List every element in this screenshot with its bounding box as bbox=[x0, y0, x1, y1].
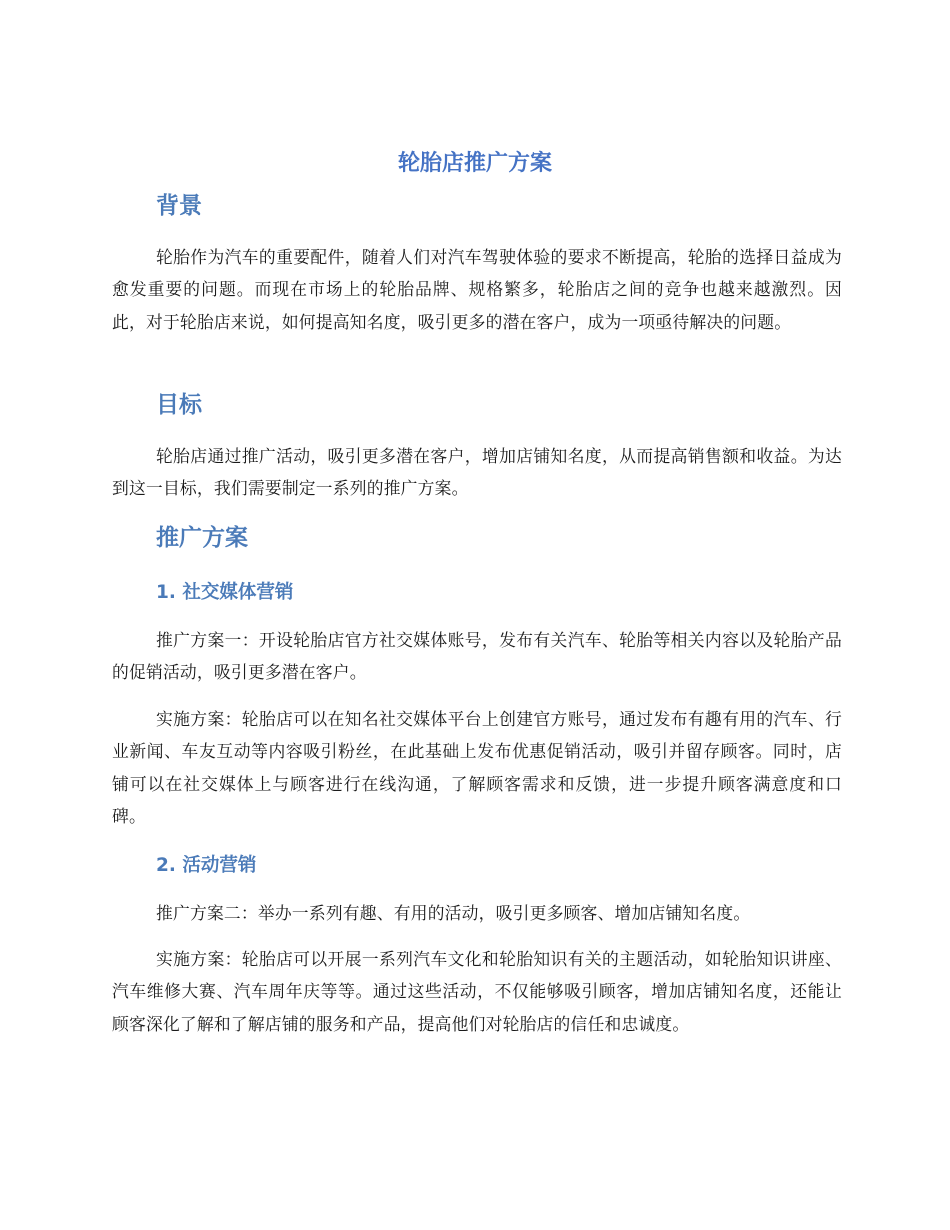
background-paragraph: 轮胎作为汽车的重要配件，随着人们对汽车驾驶体验的要求不断提高，轮胎的选择日益成为愈发重要的问题。而现在市场上的轮胎品牌、规格繁多，轮胎店之间的竞争也越来越激烈。因此，对于轮胎店来说，如何提高知名度，吸引更多的潜在客户，成为一项亟待解决的问题。 bbox=[112, 247, 842, 332]
goal-paragraph: 轮胎店通过推广活动，吸引更多潜在客户，增加店铺知名度，从而提高销售额和收益。为达到这一目标，我们需要制定一系列的推广方案。 bbox=[112, 446, 842, 499]
events-plan-paragraph: 推广方案二：举办一系列有趣、有用的活动，吸引更多顾客、增加店铺知名度。 bbox=[156, 903, 751, 923]
section-heading-background: 背景 bbox=[156, 193, 202, 219]
document-title: 轮胎店推广方案 bbox=[397, 151, 552, 176]
section-heading-plan: 推广方案 bbox=[156, 525, 248, 551]
social-media-plan-paragraph: 推广方案一：开设轮胎店官方社交媒体账号，发布有关汽车、轮胎等相关内容以及轮胎产品的促销活动，吸引更多潜在客户。 bbox=[112, 630, 842, 683]
subsection-heading-social-media: 1. 社交媒体营销 bbox=[156, 582, 294, 603]
section-heading-goal: 目标 bbox=[156, 392, 202, 418]
events-implementation-paragraph: 实施方案：轮胎店可以开展一系列汽车文化和轮胎知识有关的主题活动，如轮胎知识讲座、汽车维修大赛、汽车周年庆等等。通过这些活动，不仅能够吸引顾客，增加店铺知名度，还能让顾客深化了解和了解店铺的服务和产品，提高他们对轮胎店的信任和忠诚度。 bbox=[112, 949, 842, 1034]
subsection-heading-events: 2. 活动营销 bbox=[156, 855, 257, 876]
social-media-implementation-paragraph: 实施方案：轮胎店可以在知名社交媒体平台上创建官方账号，通过发布有趣有用的汽车、行业新闻、车友互动等内容吸引粉丝，在此基础上发布优惠促销活动，吸引并留存顾客。同时，店铺可以在社交媒体上与顾客进行在线沟通，了解顾客需求和反馈，进一步提升顾客满意度和口碑。 bbox=[112, 709, 842, 827]
